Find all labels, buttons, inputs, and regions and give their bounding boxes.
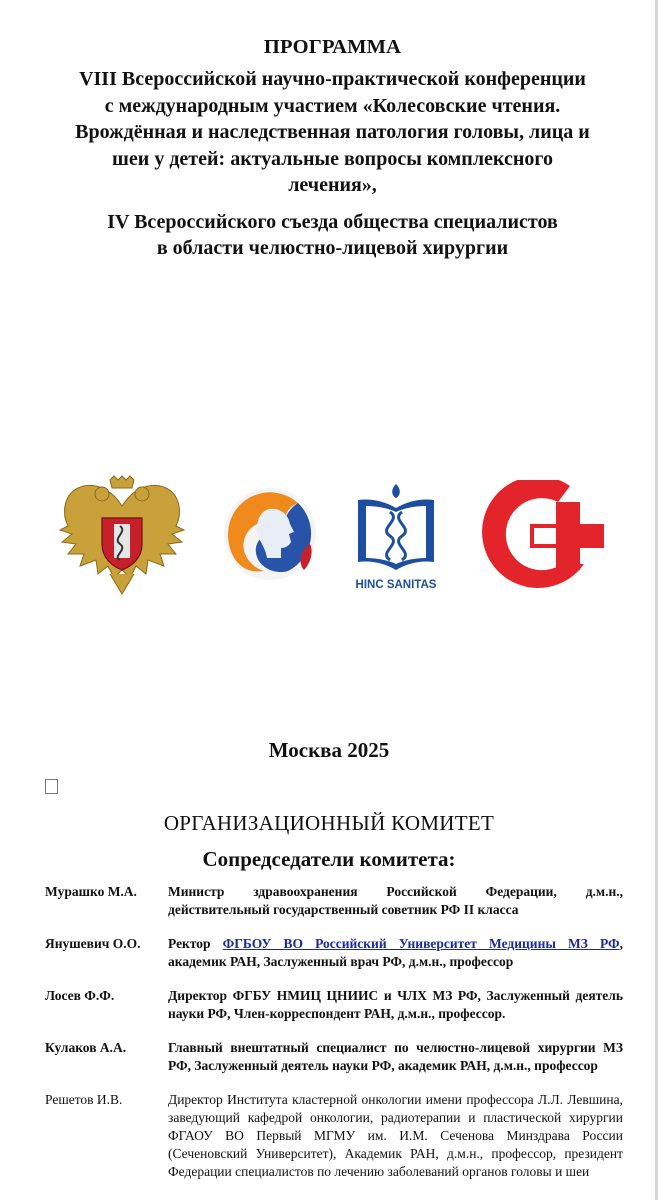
member-row [45, 883, 623, 919]
member-desc-suffix: , академик РАН, Заслуженный врач РФ, д.м.н., профессор [168, 936, 623, 969]
hinc-sanitas-caption: HINC SANITAS [355, 579, 437, 591]
member-name: Решетов И.В. [45, 1092, 123, 1107]
society-maxillofacial-surgeons-logo-icon [206, 470, 334, 598]
congress-title [20, 209, 645, 262]
member-name: Янушевич О.О. [45, 936, 141, 951]
university-link[interactable]: ФГБОУ ВО Российский Университет Медицины МЗ РФ [222, 936, 620, 951]
red-g-cross-logo-icon [478, 480, 608, 592]
conference-line: лечения», [288, 174, 377, 196]
member-desc: Директор ФГБУ НМИЦ ЦНИИС и ЧЛХ МЗ РФ, Заслуженный деятель науки РФ, Член-корреспондент РАН, д.м.н., профессор. [168, 988, 623, 1021]
conference-line: VIII Всероссийской научно-практической конференции [79, 68, 586, 90]
conference-line: с международным участием «Колесовские чтения. [104, 94, 561, 117]
congress-line: IV Всероссийского съезда общества специалистов [107, 210, 558, 233]
member-row [45, 1091, 623, 1181]
conference-line: Врождённая и наследственная патология головы, лица и [75, 121, 590, 143]
cochairs-title: Сопредседатели комитета: [202, 847, 456, 871]
member-desc: Директор Института кластерной онкологии имени профессора Л.Л. Левшина, заведующий кафедрой онкологии, радиотерапии и пластической хирургии ФГАОУ ВО Первый МГМУ им. И.М. Сеченова Минздрава России (Сеченовский Университет), Академик РАН, д.м.н., профессор, президент Федерации специалистов по лечению заболеваний органов головы и шеи [168, 1092, 623, 1179]
member-desc: Министр здравоохранения Российской Федерации, д.м.н., действительный государственный советник РФ II класса [168, 884, 623, 917]
members-list [45, 883, 623, 1197]
member-name: Мурашко М.А. [45, 884, 137, 899]
member-row [45, 1039, 623, 1075]
committee-title: ОРГАНИЗАЦИОННЫЙ КОМИТЕТ [163, 811, 495, 835]
member-name: Лосев Ф.Ф. [45, 988, 115, 1003]
conference-line: шеи у детей: актуальные вопросы комплексного [112, 147, 553, 170]
member-desc-prefix: Ректор [168, 936, 223, 951]
logos-row [58, 470, 618, 600]
conference-title [20, 66, 645, 199]
member-desc: Главный внештатный специалист по челюстно-лицевой хирургии МЗ РФ, Заслуженный деятель науки РФ, академик РАН, д.м.н., профессор [168, 1040, 623, 1073]
placeholder-box-icon [45, 779, 58, 794]
city-year: Москва 2025 [268, 738, 390, 762]
hinc-sanitas-logo-icon [350, 476, 442, 594]
member-name: Кулаков А.А. [45, 1040, 127, 1055]
member-row [45, 935, 623, 971]
member-desc [168, 935, 623, 971]
member-row [45, 987, 623, 1023]
title-block [20, 34, 645, 262]
double-headed-eagle-emblem-icon [58, 474, 186, 596]
program-heading: ПРОГРАММА [263, 36, 402, 58]
congress-line: в области челюстно-лицевой хирургии [156, 237, 509, 259]
